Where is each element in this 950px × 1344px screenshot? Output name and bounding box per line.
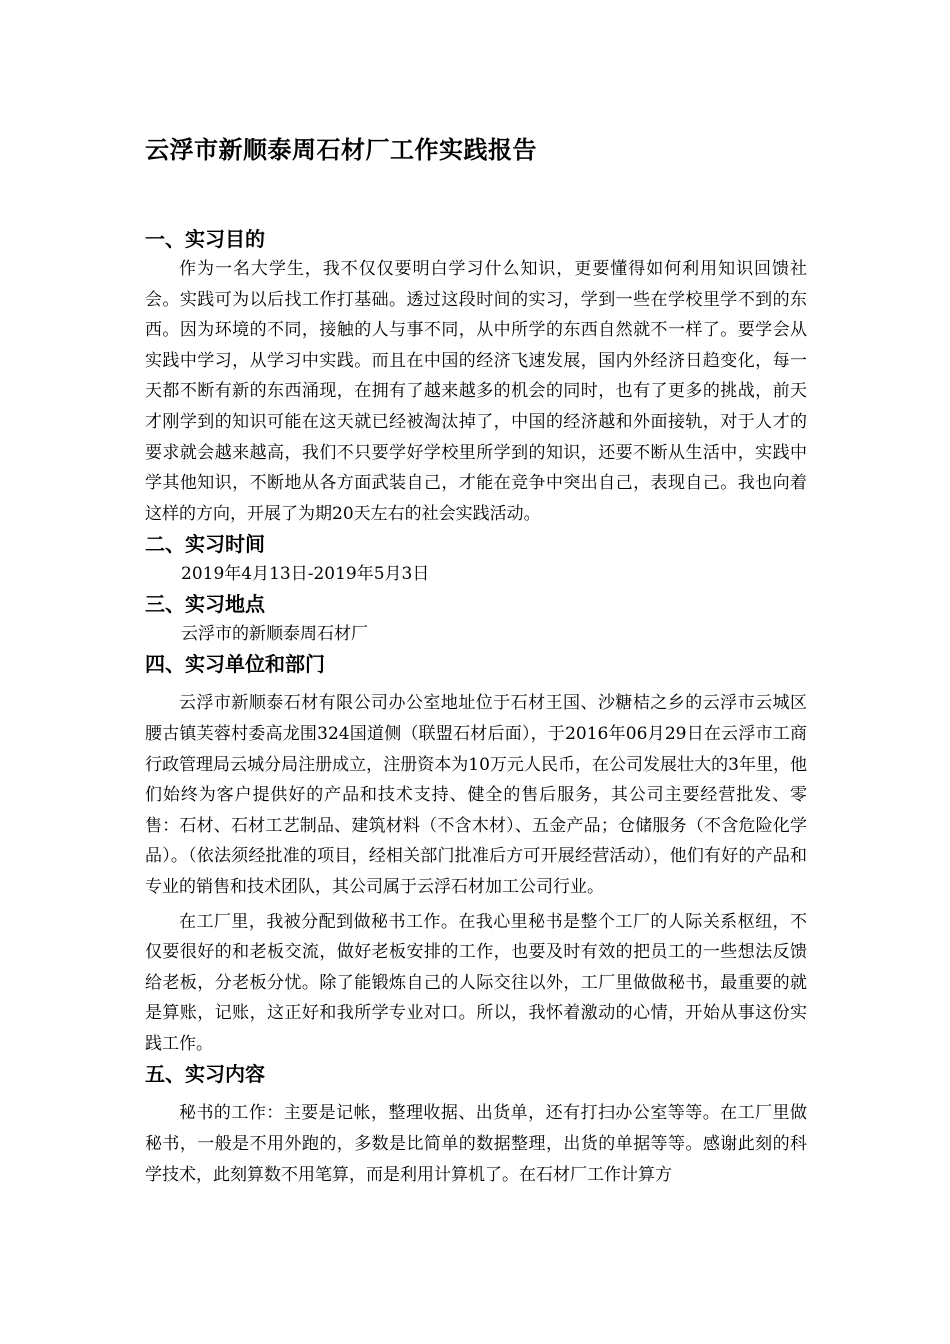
paragraph-role: 在工厂里，我被分配到做秘书工作。在我心里秘书是整个工厂的人际关系枢纽，不仅要很好的和老板交流，做好老板安排的工作，也要及时有效的把员工的一些想法反馈给老板，分老板分忧。除了能锻炼自己的人际交往以外，工厂里做做秘书，最重要的就是算账，记账，这正好和我所学专业对口。所以，我怀着激动的心情，开始从事这份实践工作。 xyxy=(145,911,807,1054)
section-time xyxy=(145,529,807,589)
section-heading-purpose: 一、实习目的 xyxy=(145,227,265,251)
section-content xyxy=(145,1059,807,1190)
internship-dates: 2019年4月13日-2019年5月3日 xyxy=(181,564,430,585)
section-location xyxy=(145,589,807,649)
internship-location: 云浮市的新顺泰周石材厂 xyxy=(181,624,368,645)
section-heading-unit: 四、实习单位和部门 xyxy=(145,652,325,677)
paragraph-secretary-work: 秘书的工作：主要是记帐，整理收据、出货单，还有打扫办公室等等。在工厂里做秘书，一般是不用外跑的，多数是比简单的数据整理，出货的单据等等。感谢此刻的科学技术，此刻算数不用笔算，而是利用计算机了。在石材厂工作计算方 xyxy=(145,1103,807,1185)
paragraph-company-intro: 云浮市新顺泰石材有限公司办公室地址位于石材王国、沙糖桔之乡的云浮市云城区腰古镇芙蓉村委高龙围324国道侧（联盟石材后面），于2016年06月29日在云浮市工商行政管理局云城分局注册成立，注册资本为10万元人民币，在公司发展壮大的3年里，他们始终为客户提供好的产品和技术支持、健全的售后服务，其公司主要经营批发、零售：石材、石材工艺制品、建筑材料（不含木材）、五金产品；仓储服务（不含危险化学品）。（依法须经批准的项目，经相关部门批准后方可开展经营活动），他们有好的产品和专业的销售和技术团队，其公司属于云浮石材加工公司行业。 xyxy=(145,693,807,897)
section-heading-location: 三、实习地点 xyxy=(145,592,265,617)
section-unit xyxy=(145,649,807,1059)
section-heading-time: 二、实习时间 xyxy=(145,532,265,557)
section-purpose xyxy=(145,224,807,529)
document-title: 云浮市新顺泰周石材厂工作实践报告 xyxy=(145,136,537,164)
document-body xyxy=(145,224,807,1190)
paragraph-purpose: 作为一名大学生，我不仅仅要明白学习什么知识，更要懂得如何利用知识回馈社会。实践可为以后找工作打基础。透过这段时间的实习，学到一些在学校里学不到的东西。因为环境的不同，接触的人与事不同，从中所学的东西自然就不一样了。要学会从实践中学习，从学习中实践。而且在中国的经济飞速发展，国内外经济日趋变化，每一天都不断有新的东西涌现，在拥有了越来越多的机会的同时，也有了更多的挑战，前天才刚学到的知识可能在这天就已经被淘汰掉了，中国的经济越和外面接轨，对于人才的要求就会越来越高，我们不只要学好学校里所学到的知识，还要不断从生活中，实践中学其他知识，不断地从各方面武装自己，才能在竞争中突出自己，表现自己。我也向着这样的方向，开展了为期20天左右的社会实践活动。 xyxy=(145,259,807,524)
section-heading-content: 五、实习内容 xyxy=(145,1062,265,1087)
